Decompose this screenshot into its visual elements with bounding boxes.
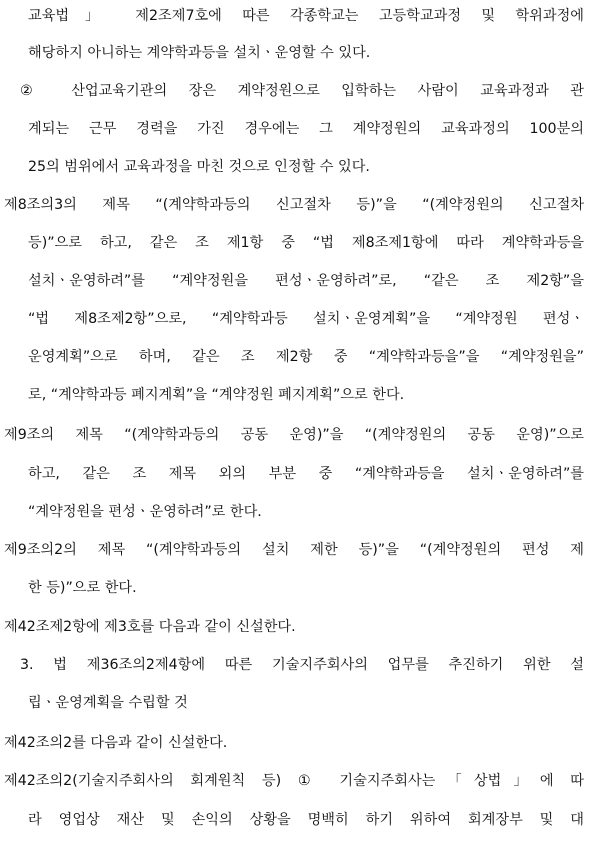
text-line: 계되는 근무 경력을 가진 경우에는 그 계약정원의 교육과정의 100분의 [28, 121, 584, 137]
text-line: 로, “계약학과등 폐지계획”을 “계약정원 폐지계획”으로 한다. [28, 387, 405, 403]
text-line: 교육법」 제2조제7호에 따른 각종학교는 고등학교과정 및 학위과정에 [28, 8, 584, 24]
text-line: 운영계획”으로 하며, 같은 조 제2항 중 “계약학과등을”을 “계약정원을” [28, 349, 584, 365]
text-line: 하고, 같은 조 제목 외의 부분 중 “계약학과등을 설치ㆍ운영하려”를 [28, 466, 584, 482]
text-line: “법 제8조제2항”으로, “계약학과등 설치ㆍ운영계획”을 “계약정원 편성ㆍ [28, 311, 584, 327]
text-line: 등)”으로 하고, 같은 조 제1항 중 “법 제8조제1항에 따라 계약학과등을 [28, 235, 584, 251]
text-line: “계약정원을 편성ㆍ운영하려”로 한다. [28, 504, 262, 520]
text-line: 라 영업상 재산 및 손익의 상황을 명백히 하기 위하여 회계장부 및 대 [28, 812, 584, 828]
text-line: 3. 법 제36조의2제4항에 따른 기술지주회사의 업무를 추진하기 위한 설 [20, 657, 584, 673]
text-line: 제9조의2의 제목 “(계약학과등의 설치 제한 등)”을 “(계약정원의 편성 제 [4, 542, 584, 558]
text-line: ② 산업교육기관의 장은 계약정원으로 입학하는 사람이 교육과정과 관 [20, 83, 584, 99]
text-line: 해당하지 아니하는 계약학과등을 설치ㆍ운영할 수 있다. [28, 45, 371, 61]
text-line: 제8조의3의 제목 “(계약학과등의 신고절차 등)”을 “(계약정원의 신고절차 [4, 197, 584, 213]
text-line: 설치ㆍ운영하려”를 “계약정원을 편성ㆍ운영하려”로, “같은 조 제2항”을 [28, 273, 584, 289]
text-line: 제42조의2(기술지주회사의 회계원칙 등) ① 기술지주회사는「상법」에 따 [4, 773, 584, 789]
text-line: 한 등)”으로 한다. [28, 580, 137, 596]
text-line: 제42조의2를 다음과 같이 신설한다. [4, 735, 228, 751]
text-line: 제9조의 제목 “(계약학과등의 공동 운영)”을 “(계약정원의 공동 운영)”으로 [4, 427, 584, 443]
text-line: 25의 범위에서 교육과정을 마친 것으로 인정할 수 있다. [28, 159, 370, 175]
text-line: 립ㆍ운영계획을 수립할 것 [28, 695, 188, 711]
text-line: 제42조제2항에 제3호를 다음과 같이 신설한다. [4, 619, 296, 635]
